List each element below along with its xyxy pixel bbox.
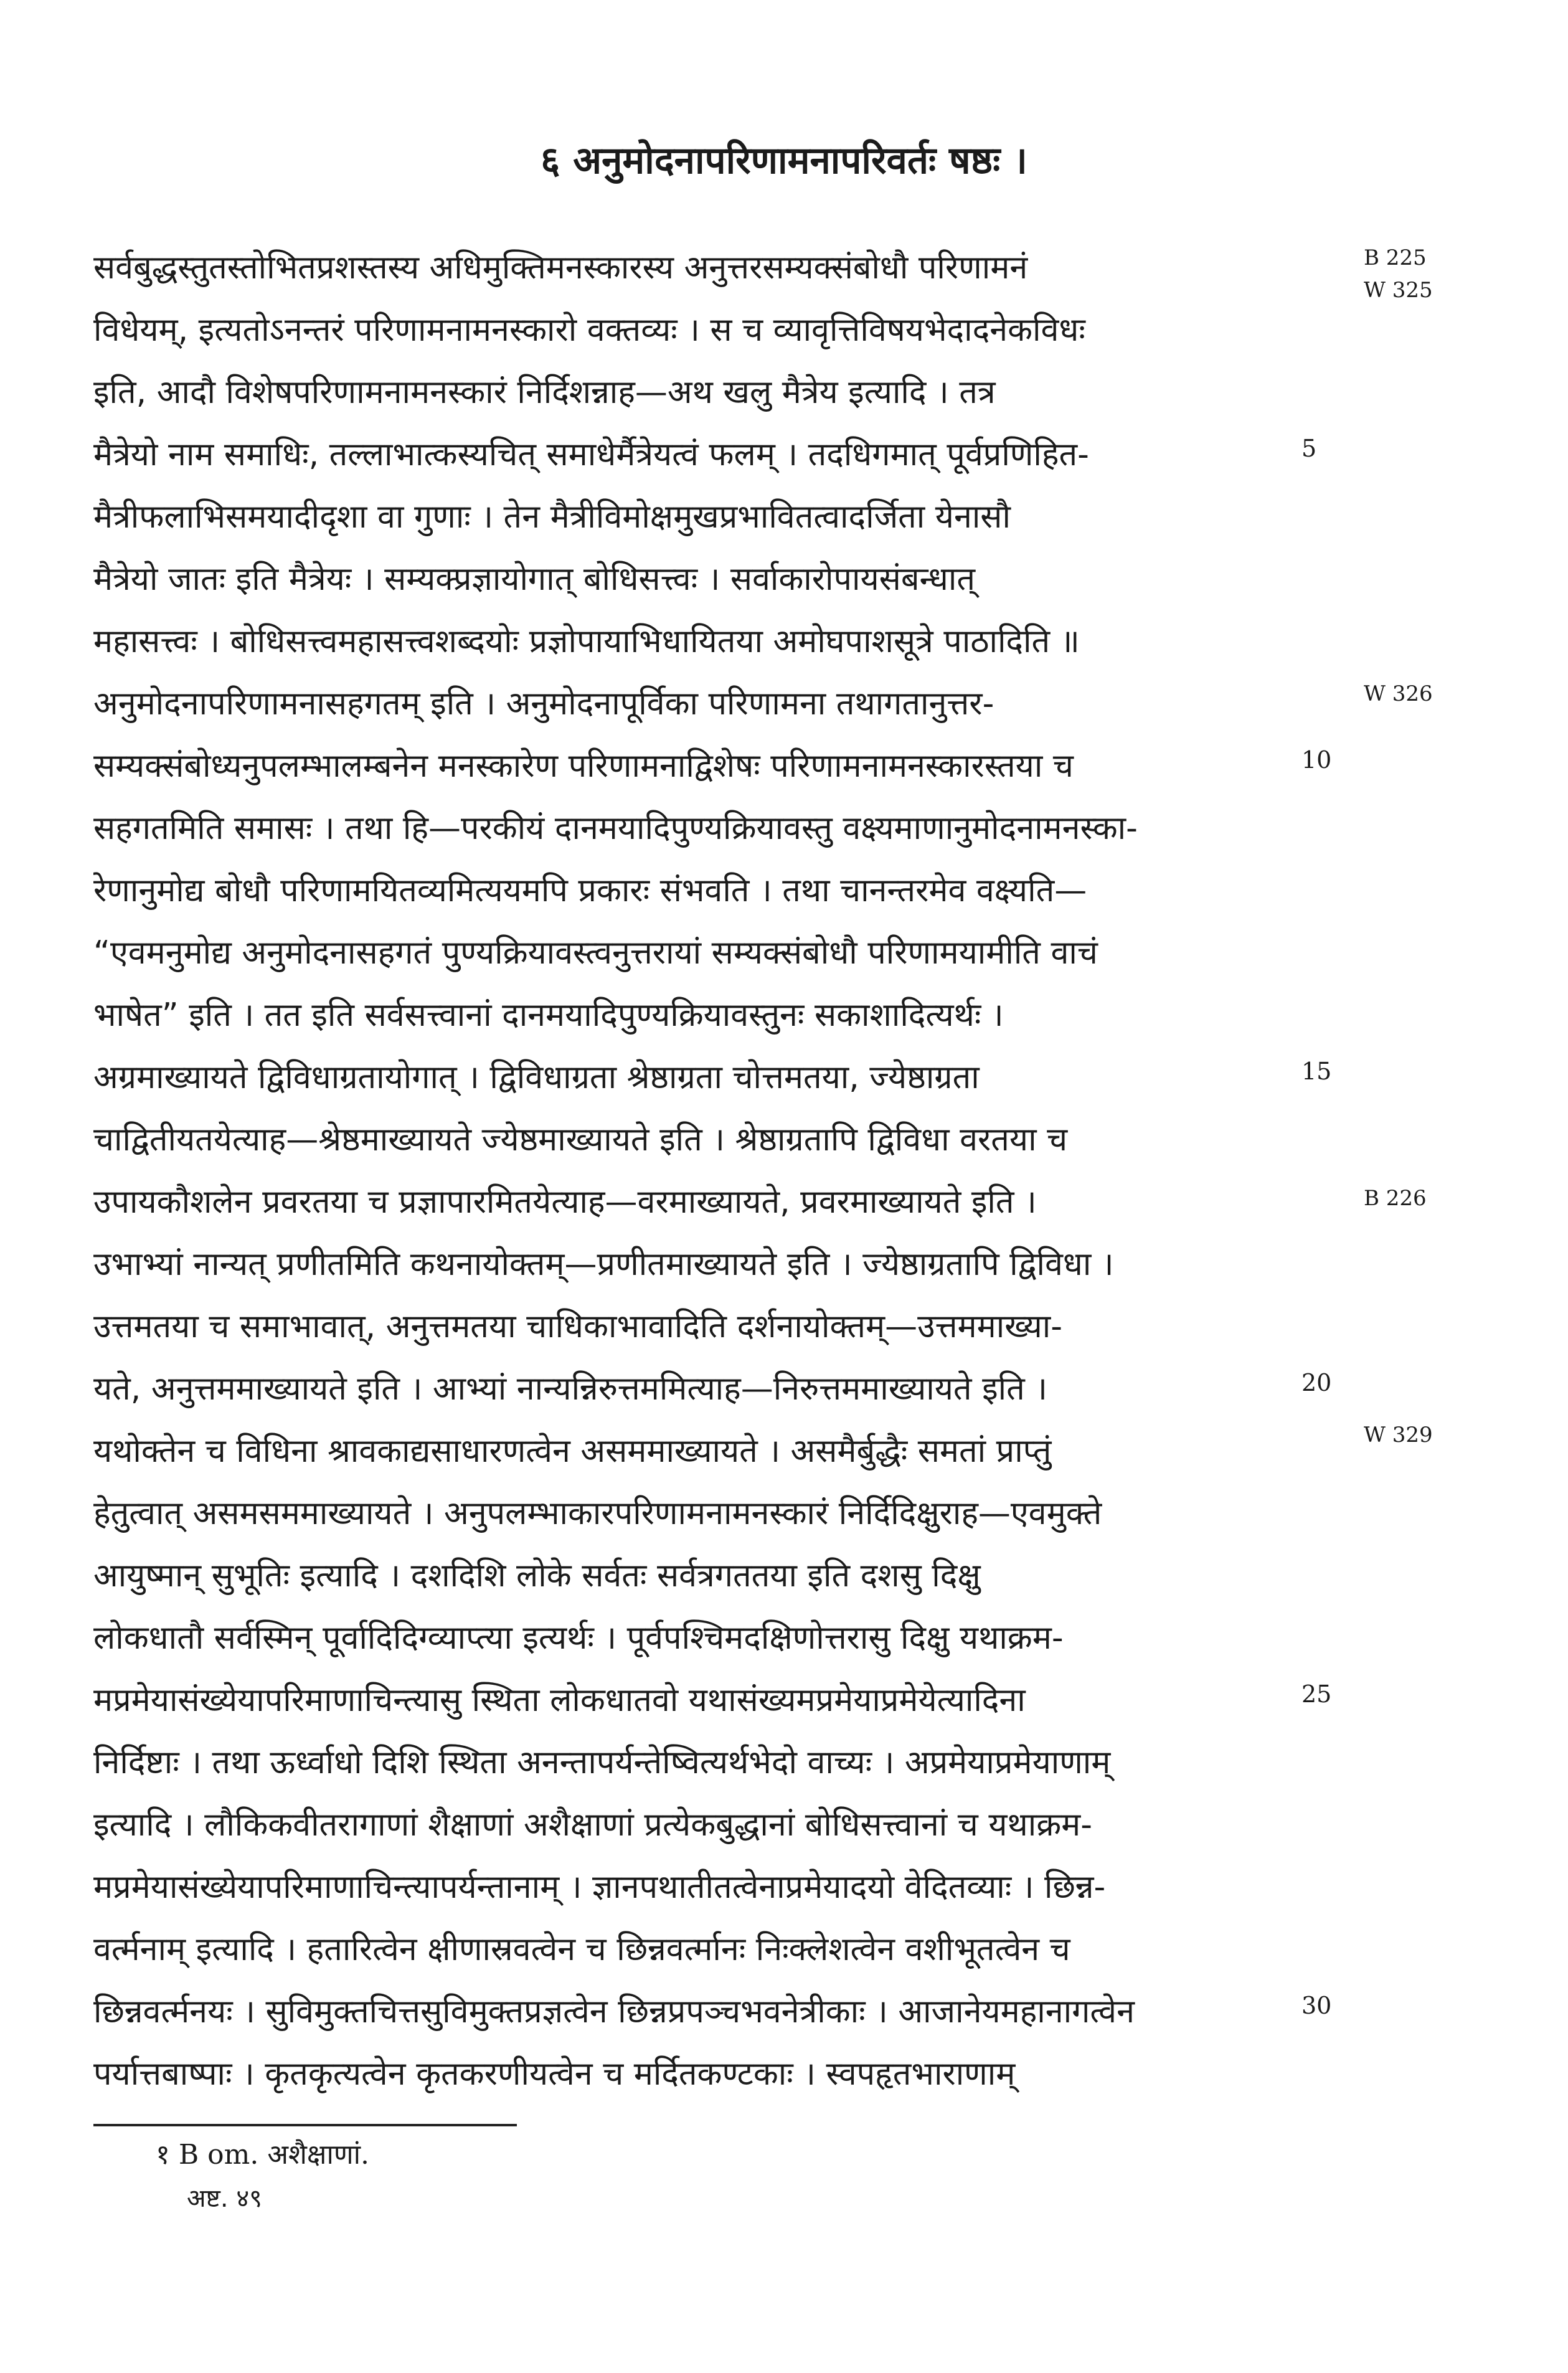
text-line: छिन्नवर्त्मनयः । सुविमुक्तचित्तसुविमुक्तप्रज्ञत्वेन छिन्नप्रपञ्चभवनेत्रीकाः । आजानेयमहानागत्वेन bbox=[93, 1993, 1135, 2030]
text-line: “एवमनुमोद्य अनुमोदनासहगतं पुण्यक्रियावस्त्वनुत्तरायां सम्यक्संबोधौ परिणामयामीति वाचं bbox=[93, 934, 1098, 972]
text-line: मैत्रेयो नाम समाधिः, तल्लाभात्कस्यचित् समाधेर्मैत्रेयत्वं फलम् । तदधिगमात् पूर्वप्रणिहित- bbox=[93, 436, 1089, 473]
text-line: इति, आदौ विशेषपरिणामनामनस्कारं निर्दिशन्नाह—अथ खलु मैत्रेय इत्यादि । तत्र bbox=[93, 374, 996, 411]
margin-reference: B 226 bbox=[1364, 1186, 1427, 1211]
text-line: मप्रमेयासंख्येयापरिमाणाचिन्त्यासु स्थिता लोकधातवो यथासंख्यमप्रमेयाप्रमेयेत्यादिना bbox=[93, 1682, 1026, 1719]
footnote: १ B om. अशैक्षाणां. bbox=[156, 2139, 370, 2171]
text-line: इत्यादि । लौकिकवीतरागाणां शैक्षाणां अशैक्षाणां प्रत्येकबुद्धानां बोधिसत्त्वानां च यथाक्रम- bbox=[93, 1806, 1092, 1844]
text-line: उपायकौशलेन प्रवरतया च प्रज्ञापारमितयेत्याह—वरमाख्यायते, प्रवरमाख्यायते इति । bbox=[93, 1183, 1037, 1221]
line-number: 10 bbox=[1301, 746, 1332, 774]
text-line: मैत्रेयो जातः इति मैत्रेयः । सम्यक्प्रज्ञायोगात् बोधिसत्त्वः । सर्वाकारोपायसंबन्धात् bbox=[93, 561, 976, 598]
text-line: महासत्त्वः । बोधिसत्त्वमहासत्त्वशब्दयोः प्रज्ञोपायाभिधायितया अमोघपाशसूत्रे पाठादिति ॥ bbox=[93, 623, 1080, 660]
text-line: भाषेत” इति । तत इति सर्वसत्त्वानां दानमयादिपुण्यक्रियावस्तुनः सकाशादित्यर्थः । bbox=[93, 997, 1004, 1034]
footnote-rule bbox=[93, 2124, 517, 2126]
margin-reference: W 329 bbox=[1364, 1423, 1433, 1447]
text-line: रेणानुमोद्य बोधौ परिणामयितव्यमित्ययमपि प्रकारः संभवति । तथा चानन्तरमेव वक्ष्यति— bbox=[93, 872, 1087, 909]
text-line: पर्यात्तबाष्पाः । कृतकृत्यत्वेन कृतकरणीयत्वेन च मर्दितकण्टकाः । स्वपहृतभाराणाम् bbox=[93, 2055, 1016, 2093]
line-number: 25 bbox=[1301, 1680, 1332, 1708]
text-line: उभाभ्यां नान्यत् प्रणीतमिति कथनायोक्तम्—प्रणीतमाख्यायते इति । ज्येष्ठाग्रतापि द्विविधा । bbox=[93, 1246, 1114, 1283]
text-line: चाद्वितीयतयेत्याह—श्रेष्ठमाख्यायते ज्येष्ठमाख्यायते इति । श्रेष्ठाग्रतापि द्विविधा वरतया च bbox=[93, 1121, 1068, 1158]
text-line: वर्त्मनाम् इत्यादि । हतारित्वेन क्षीणास्रवत्वेन च छिन्नवर्त्मानः निःक्लेशत्वेन वशीभूतत्वेन च bbox=[93, 1931, 1070, 1968]
margin-reference: W 325 bbox=[1364, 278, 1433, 303]
text-line: हेतुत्वात् असमसममाख्यायते । अनुपलम्भाकारपरिणामनामनस्कारं निर्दिदिक्षुराह—एवमुक्ते bbox=[93, 1495, 1102, 1532]
text-line: सर्वबुद्धस्तुतस्तोभितप्रशस्तस्य अधिमुक्तिमनस्कारस्य अनुत्तरसम्यक्संबोधौ परिणामनं bbox=[93, 249, 1028, 287]
line-number: 20 bbox=[1301, 1369, 1332, 1396]
text-line: मैत्रीफलाभिसमयादीदृशा वा गुणाः । तेन मैत्रीविमोक्षमुखप्रभावितत्वादर्जिता येनासौ bbox=[93, 498, 1011, 536]
signature-mark: अष्ट. ४९ bbox=[187, 2184, 262, 2213]
text-line: यते, अनुत्तममाख्यायते इति । आभ्यां नान्यन्निरुत्तममित्याह—निरुत्तममाख्यायते इति । bbox=[93, 1370, 1047, 1408]
text-line: उत्तमतया च समाभावात्, अनुत्तमतया चाधिकाभावादिति दर्शनायोक्तम्—उत्तममाख्या- bbox=[93, 1308, 1063, 1345]
text-line: मप्रमेयासंख्येयापरिमाणाचिन्त्यापर्यन्तानाम् । ज्ञानपथातीतत्वेनाप्रमेयादयो वेदितव्याः । छिन्न- bbox=[93, 1869, 1106, 1906]
text-line: सम्यक्संबोध्यनुपलम्भालम्बनेन मनस्कारेण परिणामनाद्विशेषः परिणामनामनस्कारस्तया च bbox=[93, 747, 1074, 785]
margin-reference: W 326 bbox=[1364, 681, 1433, 706]
text-line: अग्रमाख्यायते द्विविधाग्रतायोगात् । द्विविधाग्रता श्रेष्ठाग्रता चोत्तमतया, ज्येष्ठाग्रता bbox=[93, 1059, 980, 1096]
text-line: अनुमोदनापरिणामनासहगतम् इति । अनुमोदनापूर्विका परिणामना तथागतानुत्तर- bbox=[93, 685, 994, 722]
line-number: 30 bbox=[1301, 1992, 1332, 2019]
line-number: 15 bbox=[1301, 1058, 1332, 1085]
text-line: आयुष्मान् सुभूतिः इत्यादि । दशदिशि लोके सर्वतः सर्वत्रगततया इति दशसु दिक्षु bbox=[93, 1557, 981, 1594]
text-line: निर्दिष्टाः । तथा ऊर्ध्वाधो दिशि स्थिता अनन्तापर्यन्तेष्वित्यर्थभेदो वाच्यः । अप्रमेयाप्रमेयाणाम् bbox=[93, 1744, 1111, 1781]
text-line: लोकधातौ सर्वस्मिन् पूर्वादिदिग्व्याप्त्या इत्यर्थः । पूर्वपश्चिमदक्षिणोत्तरासु दिक्षु यथाक्रम- bbox=[93, 1619, 1064, 1657]
line-number: 5 bbox=[1301, 435, 1317, 462]
chapter-heading: ६ अनुमोदनापरिणामनापरिवर्तः षष्ठः । bbox=[541, 139, 1027, 182]
text-line: सहगतमिति समासः । तथा हि—परकीयं दानमयादिपुण्यक्रियावस्तु वक्ष्यमाणानुमोदनामनस्का- bbox=[93, 810, 1138, 847]
margin-reference: B 225 bbox=[1364, 245, 1427, 270]
text-line: यथोक्तेन च विधिना श्रावकाद्यसाधारणत्वेन असममाख्यायते । असमैर्बुद्धैः समतां प्राप्तुं bbox=[93, 1433, 1052, 1470]
text-line: विधेयम्, इत्यतोऽनन्तरं परिणामनामनस्कारो वक्तव्यः । स च व्यावृत्तिविषयभेदादनेकविधः bbox=[93, 311, 1085, 349]
